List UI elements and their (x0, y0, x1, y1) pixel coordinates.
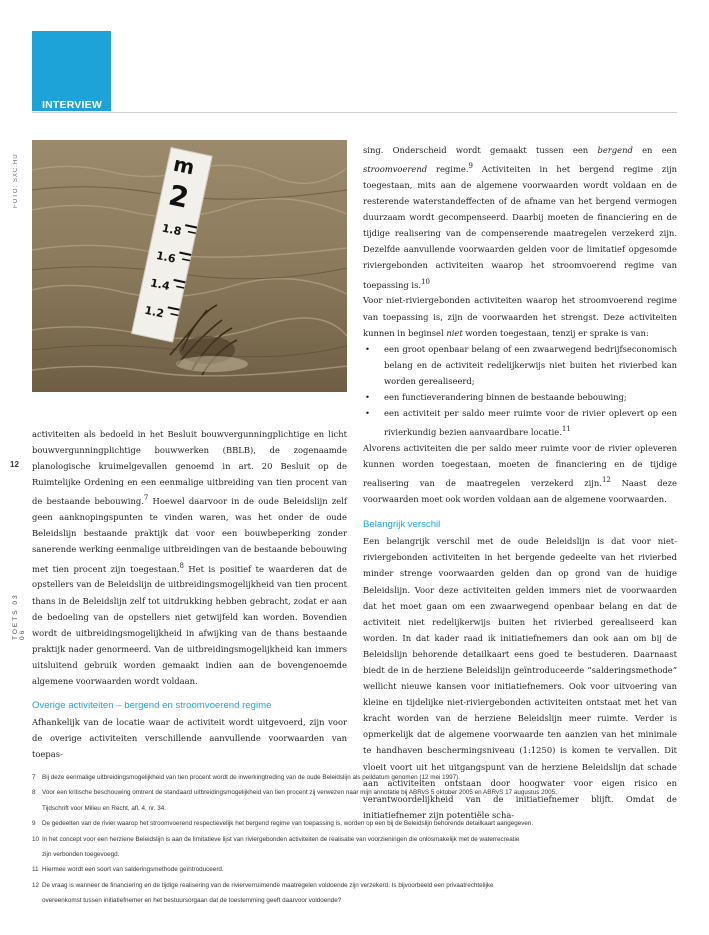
footnote-number: 11 (32, 866, 39, 874)
footnote-number: 12 (32, 881, 40, 889)
right-paragraph-2 (363, 292, 677, 340)
gauge-label-m: m (171, 151, 197, 180)
text-segment: sing. Onderscheid wordt gemaakt tussen een (363, 145, 598, 155)
footnote-ref: 12 (601, 476, 611, 485)
footnote-ref: 10 (421, 277, 430, 286)
right-paragraph-3 (363, 440, 677, 507)
emphasis: stroomvoerend (363, 163, 428, 174)
footnote-12 (32, 878, 682, 893)
footnote-number: 8 (32, 789, 36, 797)
right-text-column (363, 142, 677, 823)
footnote-ref: 8 (179, 561, 184, 570)
text-segment: Activiteiten in het bergend regime zijn toegestaan, mits aan de algemene voorwaarden wordt voldaan en de resterende waterstandeffecten of de afname van het bergend vermogen duurzaam wordt gecompenseerd. Daarbij moeten de financiering en de tijdige realisering van de compenserende maatregelen verzekerd zijn. Dezelfde aanvullende voorwaarden gelden voor de limitatief opgesomde riviergebonden activiteiten waarop het stroomvoerend regime van toepassing is. (363, 163, 677, 290)
footnote-7 (32, 770, 682, 785)
text-segment: en een (632, 145, 678, 155)
text-segment: activiteiten als bedoeld in het Besluit bouwvergunningplichtige en licht bouwvergunningplichtige bouwwerken (BBLB), de zogenaamde planologische kruimelgevallen genoemd in art. 20 Besluit op de Ruimtelijke Ordening en een eenmalige uitbreiding van tien procent van de bestaande bebouwing. (32, 429, 347, 507)
flood-gauge-photo (32, 140, 347, 392)
footnote-text: overeenkomst tussen initiatiefnemer en het bestuursorgaan dat de toestemming geeft daarvoor voldoende? (42, 897, 342, 905)
right-paragraph-1 (363, 142, 677, 292)
emphasis: bergend (597, 145, 633, 155)
footnote-text: In het concept voor een herziene Beleidslijn is aan de limitatieve lijst van riviergebonden activiteiten de realisatie van voorzieningen die onlosmakelijk met de waterrecreatie (42, 835, 520, 843)
footnote-text: Voor een kritische beschouwing omtrent de standaard uitbreidingsmogelijkheid van tien procent zij verwezen naar mijn annotatie bij ABRvS 5 oktober 2005 en ABRvS 17 augustus 2005, (42, 789, 557, 797)
journal-issue-label: TOETS 03 06 (12, 593, 26, 640)
left-paragraph-1 (32, 426, 347, 689)
text-segment: worden toegestaan, tenzij er sprake is van: (462, 327, 649, 338)
list-item: • een groot openbaar belang of een zwaarwegend bedrijfseconomisch belang en de activiteit redelijkerwijs niet buiten het rivierbed kan worden gerealiseerd; (363, 341, 677, 389)
conditions-list (363, 341, 677, 440)
photo-credit: FOTO: SXC.HU (13, 153, 19, 208)
footnote-text: zijn verbonden toegevoegd. (42, 851, 120, 859)
footnote-number: 10 (32, 835, 40, 843)
footnote-text: De gedeelten van de rivier waarop het stroomvoerend respectievelijk het bergend regime van toepassing is, worden op een bij de Beleidslijn behorende detailkaart aangegeven. (42, 820, 534, 828)
footnote-10 (32, 832, 682, 847)
footnote-12-continued (32, 893, 682, 908)
photo-illustration (32, 140, 347, 392)
list-item: • een functieverandering binnen de bestaande bebouwing; (363, 389, 677, 405)
footnote-8-continued (32, 801, 682, 816)
footnote-8 (32, 785, 682, 800)
page-number: 12 (10, 460, 19, 469)
gauge-label-1-6: 1.6 (154, 248, 177, 266)
gauge-label-1-8: 1.8 (160, 221, 183, 239)
footnote-text: De vraag is wanneer de financiering en de tijdige realisering van de rivierverruimende maatregelen voldoende zijn verzekerd. Is bijvoorbeeld een privaatrechtelijke (42, 881, 494, 889)
footnote-ref: 11 (561, 425, 571, 434)
footnote-11 (32, 862, 682, 877)
gauge-label-1-4: 1.4 (149, 276, 171, 294)
footnote-ref: 7 (143, 494, 149, 503)
gauge-label-2: 2 (165, 178, 192, 215)
footnote-10-continued (32, 847, 682, 862)
footnote-indent (32, 893, 42, 908)
list-item (363, 405, 677, 440)
footnote-text: Tijdschrift voor Milieu en Recht, afl. 4, nr. 34. (42, 804, 167, 812)
footnote-number: 9 (32, 820, 36, 828)
text-segment: Voor niet-riviergebonden activiteiten waarop het stroomvoerend regime van toepassing is, zijn de voorwaarden het strengst. Deze activiteiten kunnen in beginsel (363, 295, 677, 338)
left-text-column (32, 426, 347, 762)
text-segment: Naast deze voorwaarden moet ook worden voldaan aan de algemene voorwaarden. (363, 478, 677, 505)
text-segment: Alvorens activiteiten die per saldo meer ruimte voor de rivier opleveren kunnen worden toegestaan, moeten de financiering en de tijdige realisering van de maatregelen verzekerd zijn. (363, 443, 677, 489)
footnotes (32, 770, 682, 909)
text-segment: Hoewel daarvoor in de oude Beleidslijn zelf geen aanknopingspunten te vinden waren, was het onder de oude Beleidslijn bestaande praktijk dat voor een bouwbeperking zonder sanerende werking eenmalige uitbreidingen van de bestaande bebouwing met tien procent zijn toegestaan. (32, 496, 347, 574)
footnote-ref: 9 (468, 162, 473, 171)
emphasis: niet (446, 327, 463, 338)
footnote-text: Hiermee wordt een soort van salderingsmethode geïntroduceerd. (42, 866, 224, 874)
header-divider (32, 112, 677, 113)
footnote-number: 7 (32, 774, 36, 781)
subheading-belangrijk-verschil: Belangrijk verschil (363, 519, 441, 531)
right-paragraph-4: Een belangrijk verschil met de oude Beleidslijn is dat voor niet-riviergebonden activiteiten in het bergende gedeelte van het rivierbed minder strenge voorwaarden gelden dan op grond van de huidige Beleidslijn. Voor deze activiteiten gelden immers niet de voorwaarden dat het moet gaan om een zwaarwegend openbaar belang en dat de activiteit niet redelijkerwijs buiten het rivierbed gerealiseerd kan worden. In dat kader raad ik initiatiefnemers dan ook aan om bij de Beleidslijn behorende detailkaart eens goed te bestuderen. Daarnaast biedt de in de herziene Beleidslijn geïntroduceerde “salderingsmethode” wellicht nieuwe kansen voor initiatiefnemers. Ook voor uitvoering van kleine en tijdelijke niet-riviergebonden activiteiten ontstaat met het van kracht worden van de herziene Beleidslijn meer ruimte. Verder is opmerkelijk dat de algemene voorwaarde ten aanzien van het minimale te handhaven beschermingsniveau (1:1250) is komen te vervallen. Dit vloeit voort uit het uitgangspunt van de herziene Beleidslijn dat schade aan activiteiten ontstaan door hoogwater voor eigen risico en verantwoordelijkheid van de initiatiefnemer blijft. Omdat de initiatiefnemer zijn potentiële scha- (363, 536, 677, 820)
footnote-indent (32, 801, 42, 816)
footnote-text: Bij deze eenmalige uitbreidingsmogelijkheid van tien procent wordt de inwerkingtreding van de oude Beleidslijn als peildatum genomen (12 mei 1997). (42, 774, 460, 781)
subheading-overige-activiteiten: Overige activiteiten – bergend en stroomvoerend regime (32, 700, 272, 712)
text-segment: Het is positief te waarderen dat de opstellers van de Beleidslijn de uitbreidingsmogelijkheid van tien procent thans in de Beleidslijn zelf tot uitdrukking hebben gebracht, zodat er aan de bedoeling van de opstellers niet getwijfeld kan worden. Bovendien wordt de uitbreidingsmogelijkheid in afwijking van de thans bestaande praktijk nader genormeerd. Van de uitbreidingsmogelijkheid kan immers uitsluitend gebruik worden gemaakt indien aan de bovengenoemde algemene voorwaarden wordt voldaan. (32, 563, 347, 686)
text-segment: regime. (427, 163, 469, 174)
section-label: INTERVIEW (42, 99, 102, 111)
text-segment: een activiteit per saldo meer ruimte voor de rivier oplevert op een rivierkundig bezien aanvaardbare locatie. (384, 408, 677, 437)
gauge-label-1-2: 1.2 (143, 303, 166, 321)
left-paragraph-2: Afhankelijk van de locatie waar de activiteit wordt uitgevoerd, zijn voor de overige activiteiten verschillende aanvullende voorwaarden van toepas- (32, 717, 347, 760)
footnote-9 (32, 816, 682, 831)
footnote-indent (32, 847, 42, 862)
